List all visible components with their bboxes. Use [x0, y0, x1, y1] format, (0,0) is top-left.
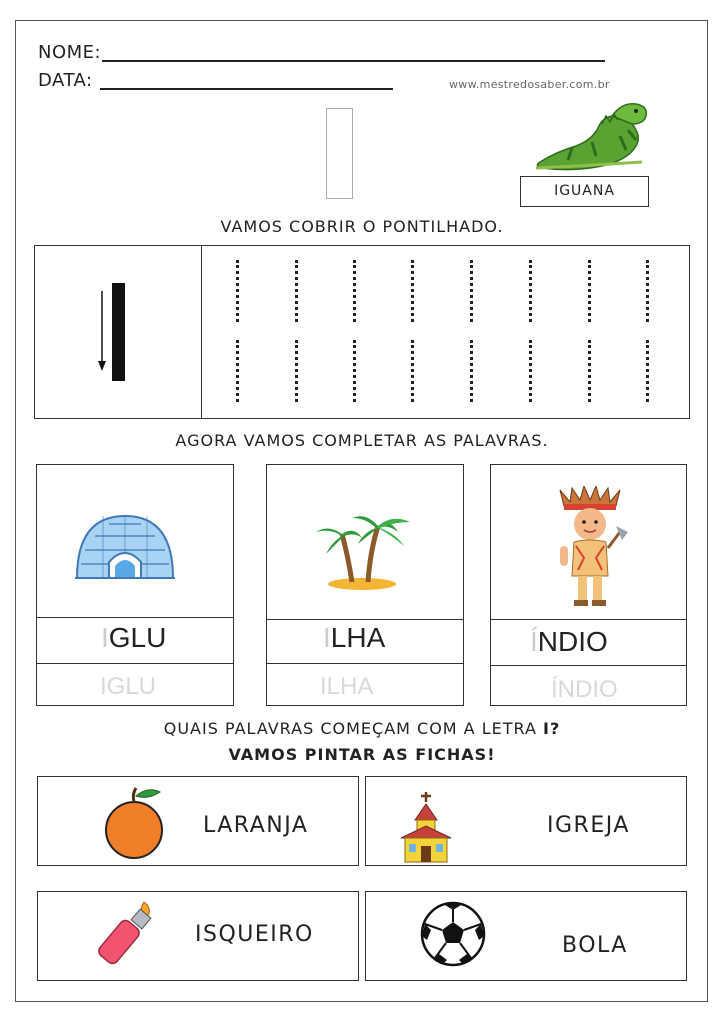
ghost-indio: ÍNDIO [551, 676, 618, 703]
igloo-icon [73, 512, 177, 582]
website-text: www.mestredosaber.com.br [449, 78, 610, 91]
dotted-tracing-line[interactable] [588, 340, 591, 402]
tracing-title: VAMOS COBRIR O PONTILHADO. [220, 217, 504, 236]
palm-island-icon [312, 506, 416, 592]
date-label: DATA: [38, 70, 93, 91]
dotted-tracing-line[interactable] [295, 340, 298, 402]
orange-icon [102, 786, 166, 860]
word-bola: BOLA [562, 933, 628, 958]
word-isqueiro: ISQUEIRO [195, 922, 314, 947]
ghost-ilha: ILHA [320, 673, 374, 700]
dotted-tracing-line[interactable] [529, 340, 532, 402]
dotted-tracing-line[interactable] [353, 340, 356, 402]
word-ilha: ILHA [323, 622, 386, 653]
word-igreja: IGREJA [547, 813, 630, 838]
tracing-box [34, 245, 690, 419]
dotted-tracing-line[interactable] [588, 260, 591, 322]
iguana-icon [532, 96, 652, 174]
dotted-tracing-line[interactable] [646, 260, 649, 322]
word-iglu: IGLU [101, 622, 167, 653]
word-indio: ÍNDIO [530, 626, 608, 657]
date-line[interactable] [100, 88, 393, 90]
dotted-tracing-line[interactable] [529, 260, 532, 322]
dotted-tracing-line[interactable] [236, 340, 239, 402]
church-icon [399, 790, 453, 864]
dotted-tracing-line[interactable] [411, 340, 414, 402]
complete-title: AGORA VAMOS COMPLETAR AS PALAVRAS. [175, 431, 549, 450]
paint-title: QUAIS PALAVRAS COMEÇAM COM A LETRA I? [163, 719, 561, 738]
dotted-tracing-line[interactable] [411, 260, 414, 322]
lighter-icon [94, 898, 160, 966]
soccer-ball-icon [419, 900, 487, 968]
ghost-iglu: IGLU [100, 673, 157, 700]
dotted-tracing-line[interactable] [353, 260, 356, 322]
word-laranja: LARANJA [203, 813, 309, 838]
dotted-tracing-line[interactable] [470, 260, 473, 322]
name-label: NOME: [38, 42, 102, 63]
tracing-divider [201, 245, 202, 419]
dotted-tracing-line[interactable] [295, 260, 298, 322]
indian-child-icon [550, 486, 630, 610]
dotted-tracing-line[interactable] [470, 340, 473, 402]
name-line[interactable] [102, 60, 605, 62]
paint-subtitle: VAMOS PINTAR AS FICHAS! [228, 745, 496, 764]
paint-card-laranja[interactable] [37, 776, 359, 866]
paint-card-bola[interactable] [365, 891, 687, 981]
dotted-tracing-line[interactable] [236, 260, 239, 322]
word-card-iglu [36, 464, 234, 706]
dotted-tracing-line[interactable] [646, 340, 649, 402]
letter-i-outline [326, 108, 353, 199]
featured-word-box [520, 176, 649, 207]
featured-word: IGUANA [554, 183, 615, 199]
letter-i-stroke-arrow-icon [95, 281, 129, 385]
